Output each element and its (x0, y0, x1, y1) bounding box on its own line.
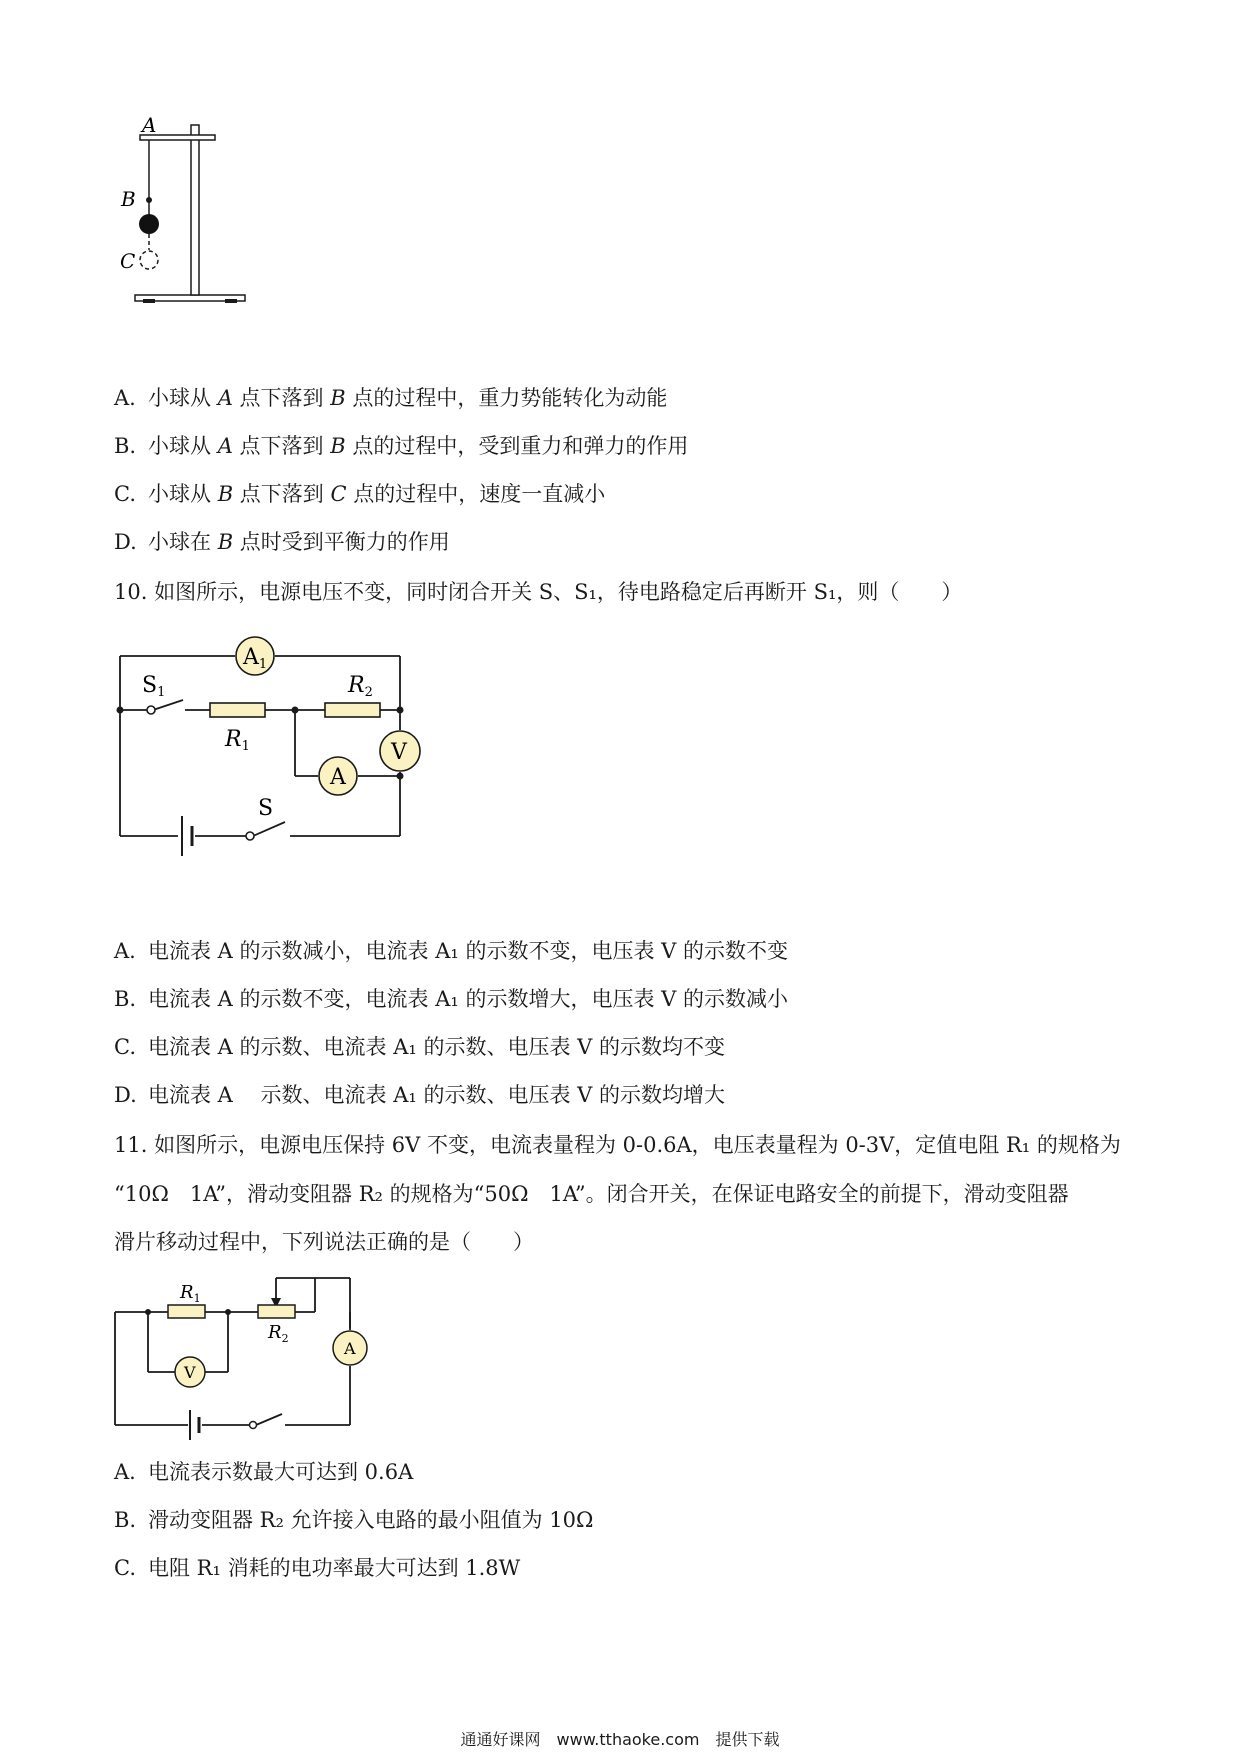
junction-left (117, 707, 124, 714)
stand-pole (191, 125, 199, 295)
label-s: S (258, 796, 274, 821)
junction-right-bottom (397, 773, 404, 780)
q10-option-a: A. 电流表 A 的示数减小，电流表 A₁ 的示数不变，电压表 V 的示数不变 (114, 939, 788, 963)
label-v: V (391, 740, 407, 765)
q11-option-c: C. 电阻 R₁ 消耗的电功率最大可达到 1.8W (114, 1556, 521, 1580)
label-c: C (120, 249, 136, 273)
resistor-r1 (210, 703, 265, 717)
resistor-r1 (168, 1305, 205, 1318)
q9-option-d: D. 小球在 B 点时受到平衡力的作用 (114, 530, 450, 554)
figure-q10-circuit (110, 630, 430, 855)
ball-dashed (140, 251, 158, 269)
q10-option-c: C. 电流表 A 的示数、电流表 A₁ 的示数、电压表 V 的示数均不变 (114, 1035, 725, 1059)
q9-option-a: A. 小球从 A 点下落到 B 点的过程中，重力势能转化为动能 (114, 386, 668, 410)
switch-contact (250, 1422, 257, 1429)
q11-stem-line3: 滑片移动过程中，下列说法正确的是（ ） (114, 1230, 534, 1254)
junction-mid (292, 707, 299, 714)
q10-option-b: B. 电流表 A 的示数不变，电流表 A₁ 的示数增大，电压表 V 的示数减小 (114, 987, 788, 1011)
label-a: A (142, 113, 157, 137)
q11-option-a: A. 电流表示数最大可达到 0.6A (114, 1460, 414, 1484)
label-a: A (344, 1339, 356, 1358)
label-a: A (330, 765, 346, 790)
switch-s1-contact (147, 706, 155, 714)
q11-stem-line2: “10Ω 1A”，滑动变阻器 R₂ 的规格为“50Ω 1A”。闭合开关，在保证电路安全的前提下，滑动变阻器 (114, 1182, 1069, 1206)
resistor-r2 (258, 1305, 295, 1318)
junction-r1-right (225, 1309, 231, 1315)
resistor-r2 (325, 703, 380, 717)
q9-option-c: C. 小球从 B 点下落到 C 点的过程中，速度一直减小 (114, 482, 606, 506)
figure-q9-stand (120, 110, 285, 310)
q9-option-b: B. 小球从 A 点下落到 B 点的过程中，受到重力和弹力的作用 (114, 434, 689, 458)
label-a1: A1 (243, 645, 268, 672)
figure-q11-circuit (110, 1270, 370, 1440)
q11-option-b: B. 滑动变阻器 R₂ 允许接入电路的最小阻值为 10Ω (114, 1508, 594, 1532)
label-s1: S1 (142, 673, 166, 700)
label-r1: R1 (225, 727, 250, 754)
switch-s-contact (246, 832, 254, 840)
junction-r1-left (145, 1309, 151, 1315)
label-v: V (184, 1363, 196, 1382)
label-b: B (121, 187, 136, 211)
label-r1: $R_1$ (180, 1282, 201, 1305)
page-footer: 通通好课网 www.tthaoke.com 提供下载 (460, 1730, 780, 1749)
q11-stem-line1: 11. 如图所示，电源电压保持 6V 不变，电流表量程为 0-0.6A，电压表量程为 0-3V，定值电阻 R₁ 的规格为 (114, 1133, 1121, 1157)
label-r2: R2 (348, 673, 373, 700)
q10-stem: 10. 如图所示，电源电压不变，同时闭合开关 S、S₁，待电路稳定后再断开 S₁，则（ ） (114, 580, 963, 604)
ball (139, 214, 159, 234)
junction-right-top (397, 707, 404, 714)
q10-option-d: D. 电流表 A 示数、电流表 A₁ 的示数、电压表 V 的示数均增大 (114, 1083, 725, 1107)
label-r2: $R_2$ (268, 1322, 289, 1345)
